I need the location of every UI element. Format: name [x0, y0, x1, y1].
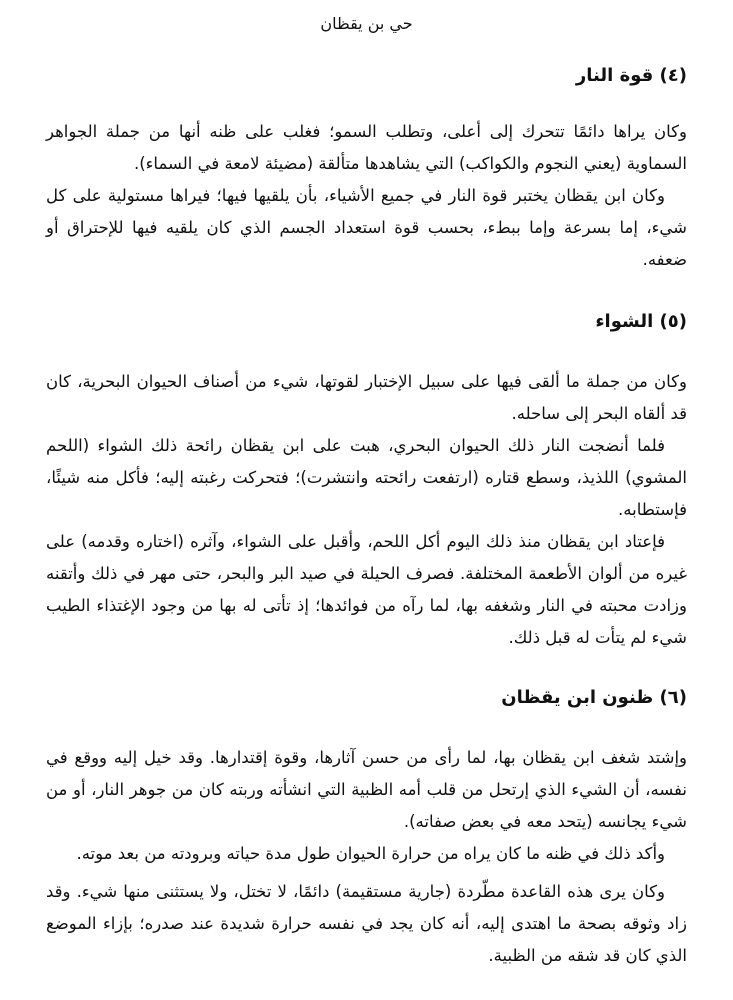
section-heading: (٥) الشواء: [595, 311, 687, 332]
section-ibn-yaqzan-thoughts: [46, 684, 687, 972]
paragraph: وكان من جملة ما ألقى فيها على سبيل الإختبار لقوتها، شيء من أصناف الحيوان البحرية، كان قد ألقاه البحر إلى ساحله.: [46, 372, 687, 423]
section-body: [46, 366, 687, 654]
section-heading: (٦) ظنون ابن يقظان: [501, 687, 687, 708]
document-page: [46, 0, 687, 1000]
paragraph: وكان يرى هذه القاعدة مطّردة (جارية مستقيمة) دائمًا، لا تختل، ولا يستثنى منها شيء. وقد زاد وثوقه بصحة ما اهتدى إليه، أنه كان يجد في نفسه حرارة شديدة عند صدره؛ بإزاء الموضع الذي كان قد شقه من الظبية.: [46, 882, 687, 965]
paragraph: وكان يراها دائمًا تتحرك إلى أعلى، وتطلب السمو؛ فغلب على ظنه أنها من جملة الجواهر السماوية (يعني النجوم والكواكب) التي يشاهدها متألقة (مضيئة لامعة في السماء).: [46, 122, 687, 173]
section-roasting: [46, 308, 687, 654]
paragraph: وأكد ذلك في ظنه ما كان يراه من حرارة الحيوان طول مدة حياته وبرودته من بعد موته.: [76, 844, 665, 863]
section-fire-power: [46, 62, 687, 276]
section-body: [46, 116, 687, 276]
paragraph: وكان ابن يقظان يختبر قوة النار في جميع الأشياء، بأن يلقيها فيها؛ فيراها مستولية على كل شيء، إما بسرعة وإما ببطء، بحسب قوة استعداد الجسم الذي كان يلقيه فيها للإحتراق أو ضعفه.: [46, 186, 687, 269]
section-body: [46, 742, 687, 972]
running-header: حي بن يقظان: [320, 14, 413, 33]
paragraph: وإشتد شغف ابن يقظان بها، لما رأى من حسن آثارها، وقوة إقتدارها. وقد خيل إليه ووقع في نفسه، أن الشيء الذي إرتحل من قلب أمه الظبية التي انشأته وربته كان من جوهر النار، أو من شيء يجانسه (يتحد معه في بعض صفاته).: [46, 748, 687, 831]
section-heading: (٤) قوة النار: [575, 65, 687, 86]
paragraph: فإعتاد ابن يقظان منذ ذلك اليوم أكل اللحم، وأقبل على الشواء، وآثره (اختاره وقدمه) على غيره من ألوان الأطعمة المختلفة. فصرف الحيلة في صيد البر والبحر، حتى مهر في ذلك وأتقنه وزادت محبته في النار وشغفه بها، لما رآه من فوائدها؛ إذ تأتى له بها من وجود الإغتذاء الطيب شيء لم يتأت له قبل ذلك.: [46, 532, 687, 647]
paragraph: فلما أنضجت النار ذلك الحيوان البحري، هبت على ابن يقظان رائحة ذلك الشواء (اللحم المشوي) اللذيذ، وسطع قتاره (ارتفعت رائحته وانتشرت)؛ فتحركت رغبته إليه؛ فأكل منه شيئًا، فإستطابه.: [46, 436, 687, 519]
